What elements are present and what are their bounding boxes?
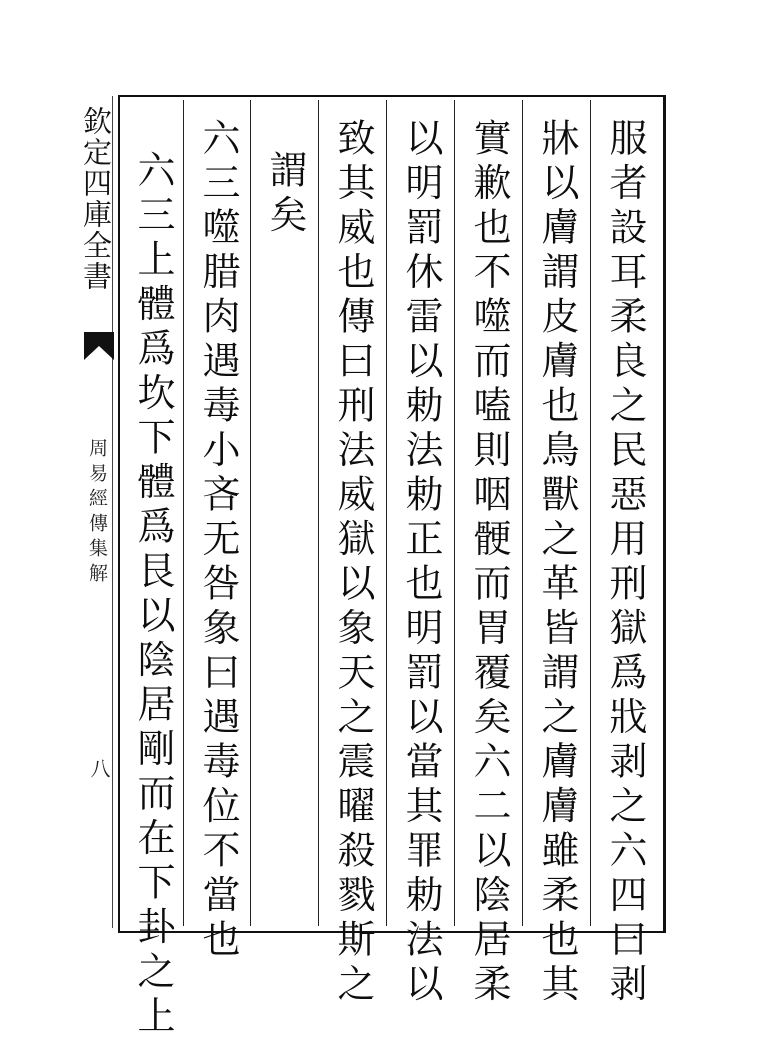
column-rule (318, 100, 319, 926)
text-column: 致其威也傳曰刑法威獄以象天之震曜殺戮斯之 (331, 118, 375, 1008)
column-rule (522, 100, 523, 926)
text-column: 六三噬腊肉遇毒小吝无咎象曰遇毒位不當也 (196, 118, 240, 964)
page-number: 八 (87, 758, 111, 778)
column-rule (454, 100, 455, 926)
column-rule (250, 100, 251, 926)
column-rule (590, 100, 591, 926)
text-column: 以明罰休雷以勅法勅正也明罰以當其罪勅法以 (399, 118, 443, 1008)
collection-title: 欽定四庫全書 (79, 106, 113, 292)
fish-tail-mark-icon (84, 332, 114, 360)
book-title: 周易經傳集解 (86, 438, 108, 588)
text-column: 六三上體爲坎下體爲艮以陰居剛而在下卦之上 (131, 150, 175, 1040)
text-column: 牀以膚謂皮膚也鳥獸之革皆謂之膚膚雖柔也其 (535, 118, 579, 1008)
column-rule (386, 100, 387, 926)
text-column: 謂矣 (263, 150, 307, 239)
text-column: 實歉也不噬而嗑則咽骾而胃覆矣六二以陰居柔 (467, 118, 511, 1008)
text-column: 服者設耳柔良之民惡用刑獄爲戕剥之六四曰剥 (603, 118, 647, 1008)
